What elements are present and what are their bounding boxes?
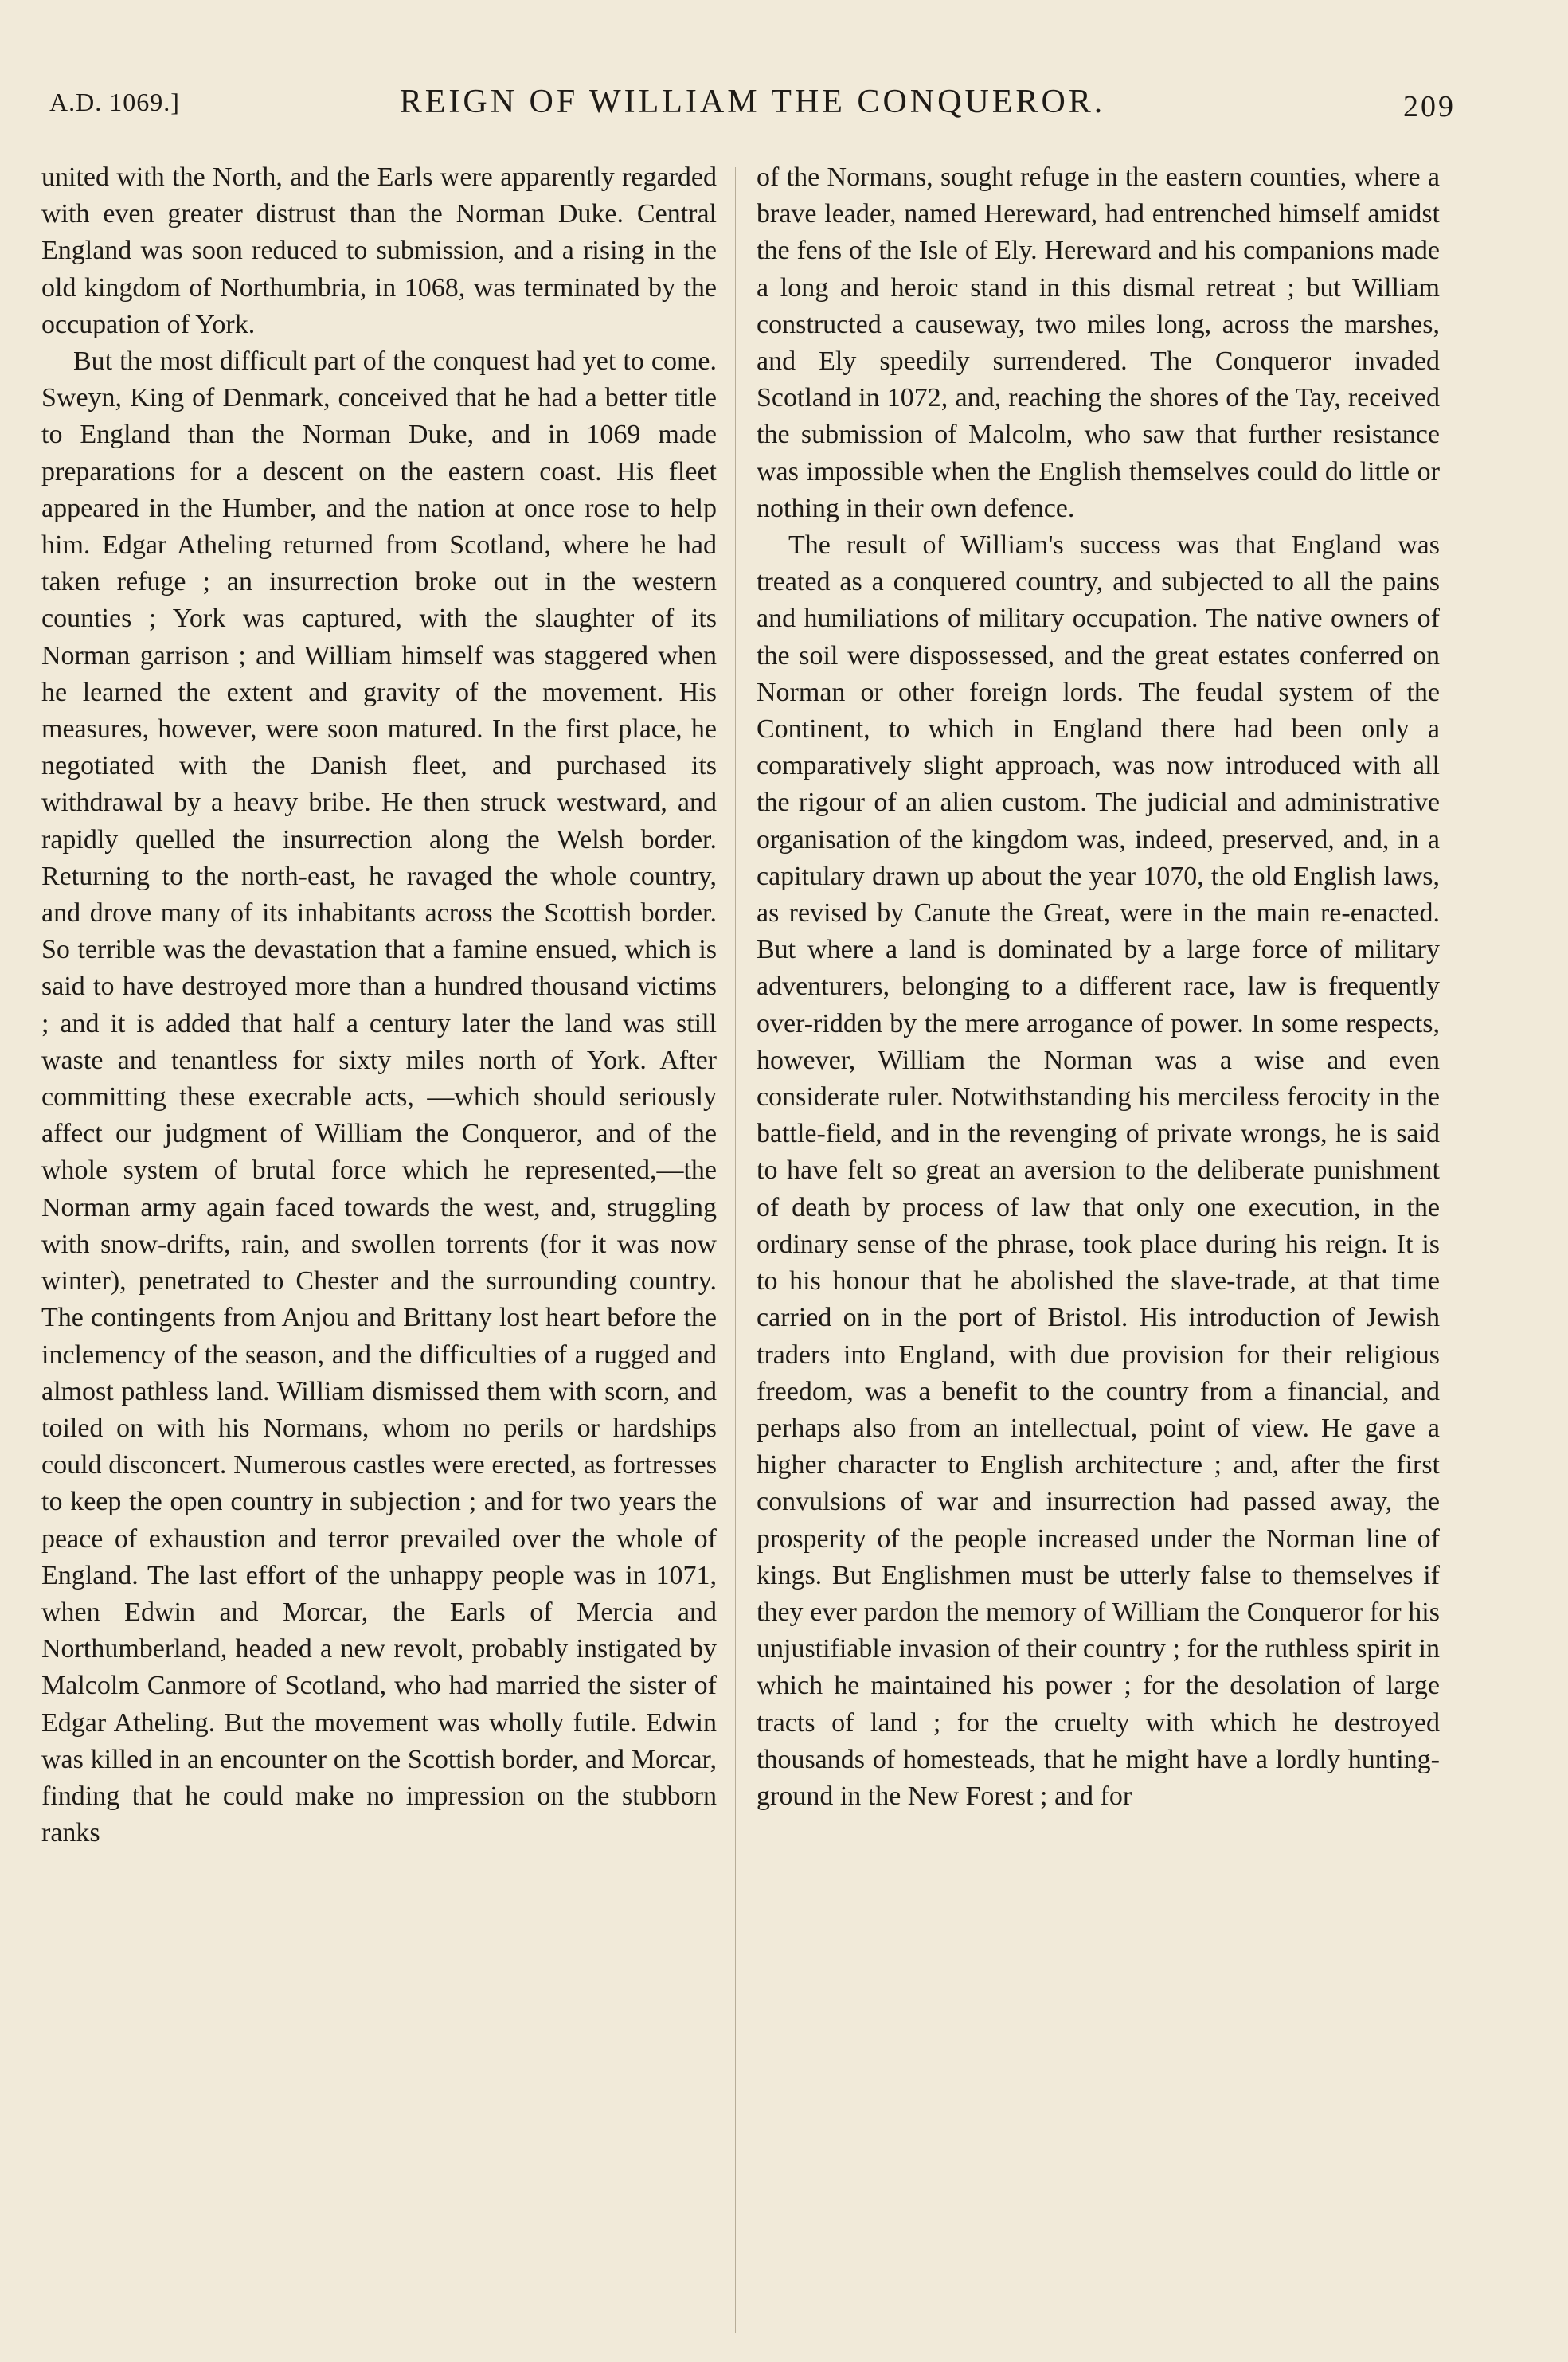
running-head-date: A.D. 1069.] bbox=[49, 88, 180, 116]
column-divider bbox=[735, 167, 736, 2333]
running-head-title: REIGN OF WILLIAM THE CONQUEROR. bbox=[399, 84, 1106, 120]
right-column bbox=[757, 159, 1440, 1815]
running-head bbox=[49, 83, 1456, 131]
right-paragraph-2: The result of William's success was that England was treated as a conquered country, and subjected to all the pains and humiliations of military occupation. The native owners of the soil were dispossessed, and the great estates conferred on Norman or other foreign lords. The feudal system of the Continent, to which in England there had been only a comparatively slight approach, was now introduced with all the rigour of an alien custom. The judicial and administrative organisation of the kingdom was, indeed, preserved, and, in a capitulary drawn up about the year 1070, the old English laws, as revised by Canute the Great, were in the main re-enacted. But where a land is dominated by a large force of military adventurers, belonging to a different race, law is frequently over-ridden by the mere arrogance of power. In some respects, however, William the Norman was a wise and even considerate ruler. Notwithstanding his merciless ferocity in the battle-field, and in the revenging of private wrongs, he is said to have felt so great an aversion to the deliberate punishment of death by process of law that only one execution, in the ordinary sense of the phrase, took place during his reign. It is to his honour that he abolished the slave-trade, at that time carried on in the port of Bristol. His introduction of Jewish traders into England, with due provision for their religious freedom, was a benefit to the country from a financial, and perhaps also from an intellectual, point of view. He gave a higher character to English architecture ; and, after the first convulsions of war and insurrection had passed away, the prosperity of the people increased under the Norman line of kings. But Englishmen must be utterly false to themselves if they ever pardon the memory of William the Conqueror for his unjustifiable invasion of their country ; for the ruthless spirit in which he maintained his power ; for the desolation of large tracts of land ; for the cruelty with which he destroyed thousands of homesteads, that he might have a lordly hunting-ground in the New Forest ; and for bbox=[757, 530, 1440, 1811]
right-paragraph-1: of the Normans, sought refuge in the eastern counties, where a brave leader, named Hereward, had entrenched himself amidst the fens of the Isle of Ely. Hereward and his companions made a long and heroic stand in this dismal retreat ; but William constructed a causeway, two miles long, across the marshes, and Ely speedily surrendered. The Conqueror invaded Scotland in 1072, and, reaching the shores of the Tay, received the submission of Malcolm, who saw that further resistance was impossible when the English themselves could do little or nothing in their own defence. bbox=[757, 162, 1440, 523]
left-column bbox=[41, 159, 717, 1852]
page-number: 209 bbox=[1403, 90, 1456, 123]
left-paragraph-2: But the most difficult part of the conquest had yet to come. Sweyn, King of Denmark, conceived that he had a better title to England than the Norman Duke, and in 1069 made preparations for a descent on the eastern coast. His fleet appeared in the Humber, and the nation at once rose to help him. Edgar Atheling returned from Scotland, where he had taken refuge ; an insurrection broke out in the western counties ; York was captured, with the slaughter of its Norman garrison ; and William himself was staggered when he learned the extent and gravity of the movement. His measures, however, were soon matured. In the first place, he negotiated with the Danish fleet, and purchased its withdrawal by a heavy bribe. He then struck westward, and rapidly quelled the insurrection along the Welsh border. Returning to the north-east, he ravaged the whole country, and drove many of its inhabitants across the Scottish border. So terrible was the devastation that a famine ensued, which is said to have destroyed more than a hundred thousand victims ; and it is added that half a century later the land was still waste and tenantless for sixty miles north of York. After committing these execrable acts, —which should seriously affect our judgment of William the Conqueror, and of the whole system of brutal force which he represented,—the Norman army again faced towards the west, and, struggling with snow-drifts, rain, and swollen torrents (for it was now winter), penetrated to Chester and the surrounding country. The contingents from Anjou and Brittany lost heart before the inclemency of the season, and the difficulties of a rugged and almost pathless land. William dismissed them with scorn, and toiled on with his Normans, whom no perils or hardships could disconcert. Numerous castles were erected, as fortresses to keep the open country in subjection ; and for two years the peace of exhaustion and terror prevailed over the whole of England. The last effort of the unhappy people was in 1071, when Edwin and Morcar, the Earls of Mercia and Northumberland, headed a new revolt, probably instigated by Malcolm Canmore of Scotland, who had married the sister of Edgar Atheling. But the movement was wholly futile. Edwin was killed in an encounter on the Scottish border, and Morcar, finding that he could make no impression on the stubborn ranks bbox=[41, 346, 717, 1848]
left-paragraph-1: united with the North, and the Earls were apparently regarded with even greater distrust than the Norman Duke. Central England was soon reduced to submission, and a rising in the old kingdom of Northumbria, in 1068, was terminated by the occupation of York. bbox=[41, 162, 717, 339]
